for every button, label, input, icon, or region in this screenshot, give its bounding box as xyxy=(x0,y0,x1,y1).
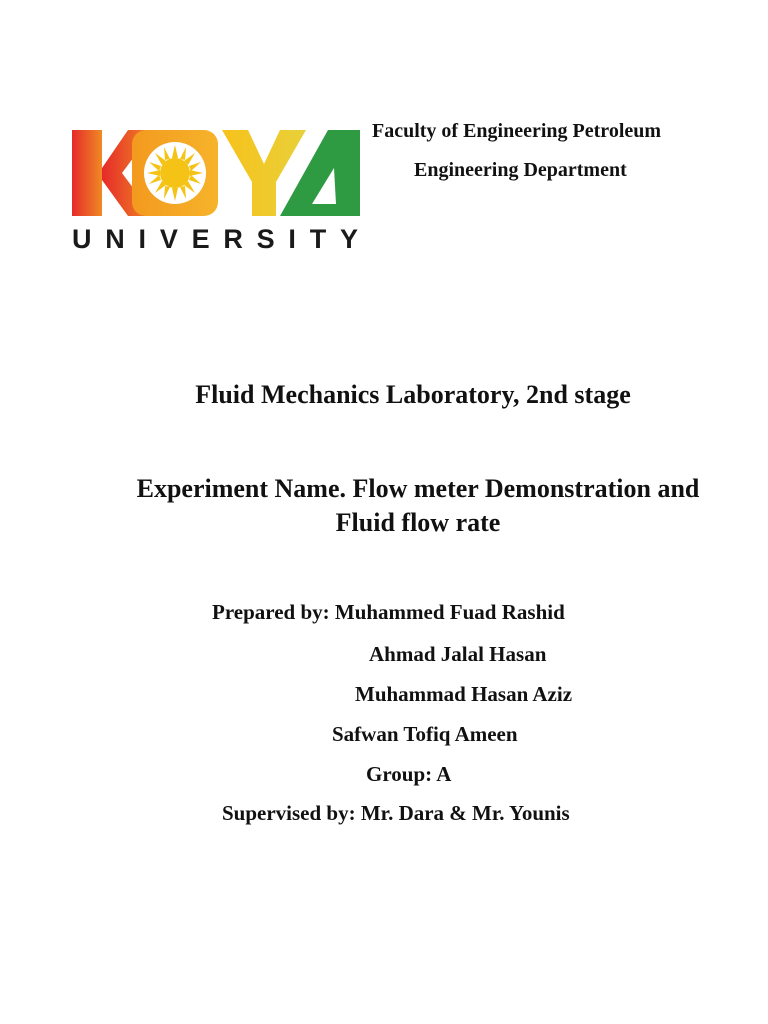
logo-wordmark: UNIVERSITY xyxy=(72,224,358,252)
prepared-by: Prepared by: Muhammed Fuad Rashid xyxy=(212,600,565,624)
member-name: Muhammad Hasan Aziz xyxy=(355,682,573,706)
experiment-title xyxy=(0,472,768,540)
koya-university-logo xyxy=(72,126,362,252)
group-label: Group: A xyxy=(366,762,452,786)
lab-title: Fluid Mechanics Laboratory, 2nd stage xyxy=(195,380,631,409)
experiment-title-line-1: Experiment Name. Flow meter Demonstration and xyxy=(136,474,700,503)
logo-letter-o-sun xyxy=(132,130,218,216)
supervised-by: Supervised by: Mr. Dara & Mr. Younis xyxy=(222,801,570,825)
member-name: Ahmad Jalal Hasan xyxy=(369,642,547,666)
department-name: Engineering Department xyxy=(414,159,627,181)
member-name: Safwan Tofiq Ameen xyxy=(332,722,518,746)
experiment-title-line-2: Fluid flow rate xyxy=(335,508,501,537)
faculty-name: Faculty of Engineering Petroleum xyxy=(372,120,662,142)
